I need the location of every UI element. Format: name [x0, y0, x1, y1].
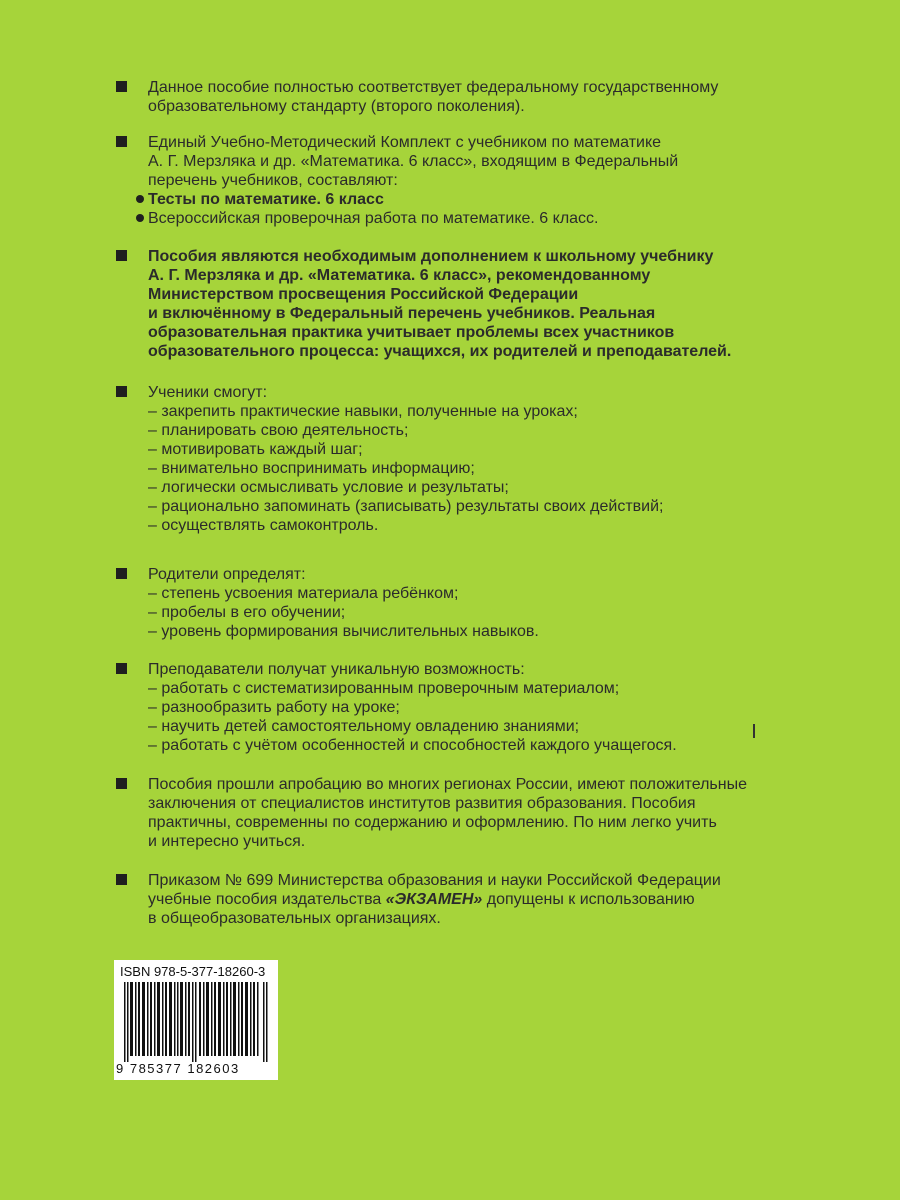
text-line: – закрепить практические навыки, полученные на уроках;	[148, 403, 578, 420]
text-line: – логически осмысливать условие и результаты;	[148, 479, 509, 496]
text-line: – работать с систематизированным проверочным материалом;	[148, 680, 620, 697]
text-line: – внимательно воспринимать информацию;	[148, 460, 475, 477]
text-line: – осуществлять самоконтроль.	[148, 517, 379, 534]
square-bullet-icon	[116, 568, 127, 579]
text-line: Приказом № 699 Министерства образования и науки Российской Федерации	[148, 872, 721, 889]
square-bullet-icon	[116, 81, 127, 92]
text-line: Родители определят:	[148, 566, 306, 583]
text-fragment: учебные пособия издательства	[148, 891, 382, 908]
pen-mark	[753, 724, 755, 738]
round-bullet-icon	[136, 195, 144, 203]
text-line: – уровень формирования вычислительных навыков.	[148, 623, 539, 640]
text-line: и интересно учиться.	[148, 833, 306, 850]
text-line: – рационально запоминать (записывать) результаты своих действий;	[148, 498, 664, 515]
square-bullet-icon	[116, 663, 127, 674]
text-line: – разнообразить работу на уроке;	[148, 699, 400, 716]
text-line: – работать с учётом особенностей и способностей каждого учащегося.	[148, 737, 677, 754]
parents-list	[148, 565, 838, 641]
square-bullet-icon	[116, 778, 127, 789]
order-note	[148, 871, 838, 928]
isbn-label: ISBN 978-5-377-18260-3	[120, 964, 266, 979]
umk-item	[148, 190, 838, 209]
text-line: Министерством просвещения Российской Федерации	[148, 286, 579, 303]
square-bullet-icon	[116, 250, 127, 261]
text-line: – степень усвоения материала ребёнком;	[148, 585, 459, 602]
text-line: практичны, современны по содержанию и оформлению. По ним легко учить	[148, 814, 717, 831]
text-line: Данное пособие полностью соответствует федеральному государственному	[148, 79, 719, 96]
text-line: А. Г. Мерзляка и др. «Математика. 6 класс», входящим в Федеральный	[148, 153, 679, 170]
text-line: Единый Учебно-Методический Комплект с учебником по математике	[148, 134, 662, 151]
approbation-note	[148, 775, 838, 851]
text-line	[148, 890, 838, 909]
students-list	[148, 383, 838, 535]
text-line: – научить детей самостоятельному овладению знаниями;	[148, 718, 580, 735]
standard-note	[148, 78, 838, 116]
text-line: – мотивировать каждый шаг;	[148, 441, 363, 458]
barcode-digits: 9 785377 182603	[116, 1061, 240, 1076]
text-line: и включённому в Федеральный перечень учебников. Реальная	[148, 305, 656, 322]
text-line: А. Г. Мерзляка и др. «Математика. 6 класс», рекомендованному	[148, 267, 651, 284]
text-fragment: допущены к использованию	[486, 891, 695, 908]
barcode-icon	[124, 982, 270, 1062]
text-line: Ученики смогут:	[148, 384, 268, 401]
text-line: Пособия прошли апробацию во многих регионах России, имеют положительные	[148, 776, 747, 793]
umk-note	[148, 133, 838, 228]
square-bullet-icon	[116, 386, 127, 397]
text-line: образовательного процесса: учащихся, их родителей и преподавателей.	[148, 343, 732, 360]
square-bullet-icon	[116, 136, 127, 147]
text-line: образовательная практика учитывает проблемы всех участников	[148, 324, 675, 341]
text-line: – пробелы в его обучении;	[148, 604, 346, 621]
isbn-barcode-block	[114, 960, 278, 1080]
umk-item	[148, 209, 838, 228]
publisher-brand: «ЭКЗАМЕН»	[385, 891, 483, 908]
text-line: Пособия являются необходимым дополнением к школьному учебнику	[148, 248, 714, 265]
round-bullet-icon	[136, 214, 144, 222]
teachers-list	[148, 660, 838, 755]
square-bullet-icon	[116, 874, 127, 885]
text-line: Преподаватели получат уникальную возможность:	[148, 661, 525, 678]
text-line: перечень учебников, составляют:	[148, 172, 398, 189]
supplement-note	[148, 247, 838, 361]
text-line: в общеобразовательных организациях.	[148, 910, 441, 927]
text-line: образовательному стандарту (второго поколения).	[148, 98, 525, 115]
umk-item-label: Тесты по математике. 6 класс	[148, 191, 384, 208]
text-line: – планировать свою деятельность;	[148, 422, 409, 439]
umk-item-label: Всероссийская проверочная работа по математике. 6 класс.	[148, 210, 599, 227]
text-line: заключения от специалистов институтов развития образования. Пособия	[148, 795, 696, 812]
